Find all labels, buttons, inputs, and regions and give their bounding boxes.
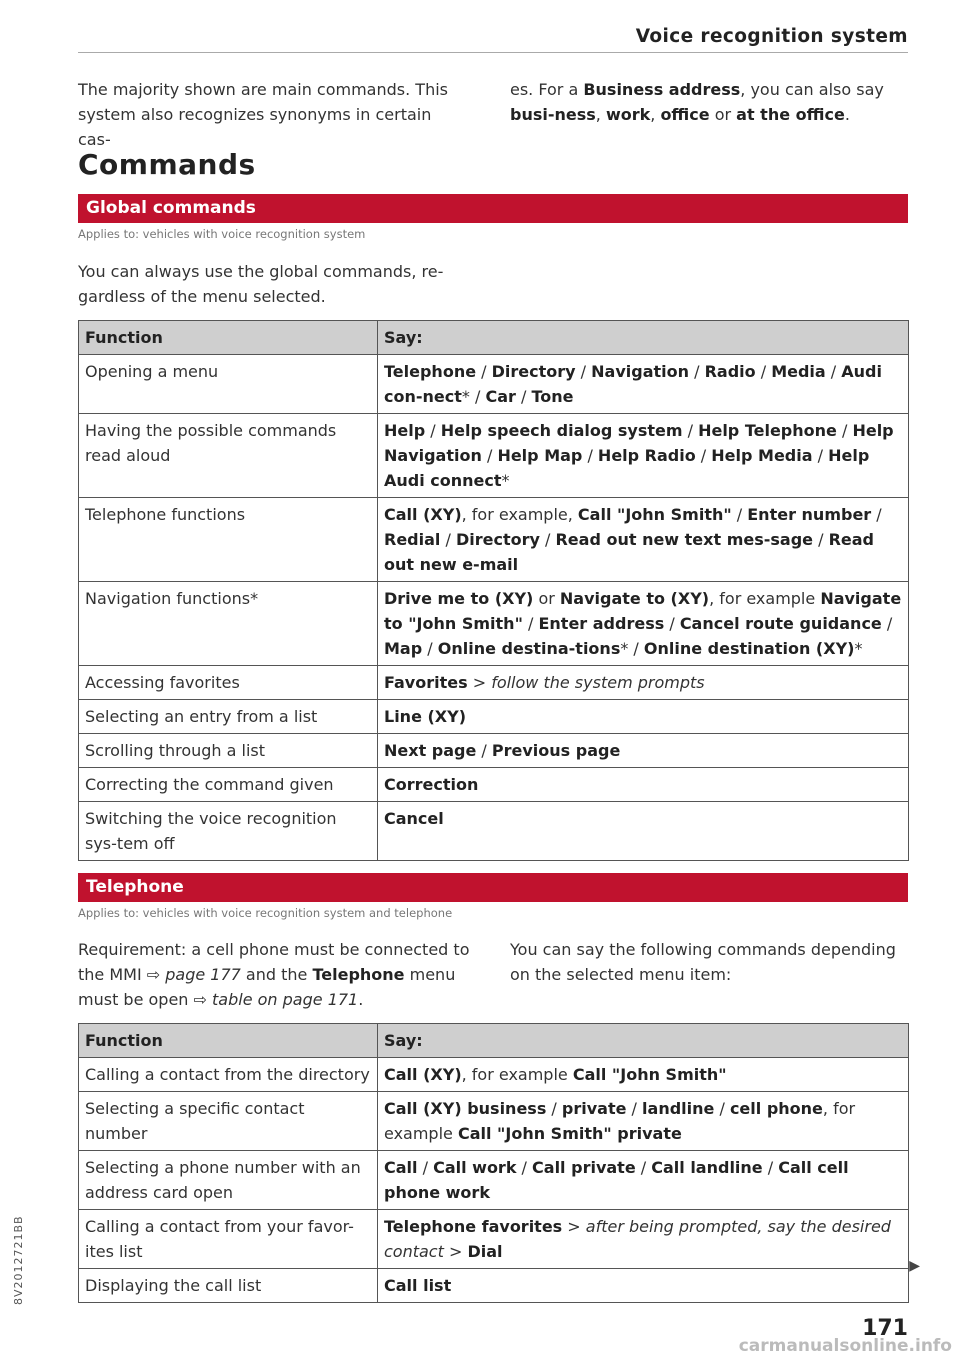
telephone-requirement: Requirement: a cell phone must be connected to the MMI ⇨ page 177 and the Telephone menu must be open ⇨ table on page 171. <box>78 940 470 1009</box>
say-cell: Line (XY) <box>378 700 909 734</box>
telephone-intro-right: You can say the following commands depending on the selected menu item: <box>510 940 896 984</box>
say-cell: Call (XY) business / private / landline / cell phone, for example Call "John Smith" private <box>378 1092 909 1151</box>
function-cell: Opening a menu <box>79 355 378 414</box>
say-cell: Telephone / Directory / Navigation / Radio / Media / Audi con-nect* / Car / Tone <box>378 355 909 414</box>
col-function: Function <box>79 1024 378 1058</box>
side-code: 8V2012721BB <box>12 1215 25 1305</box>
say-cell: Telephone favorites > after being prompted, say the desired contact > Dial <box>378 1210 909 1269</box>
col-say: Say: <box>378 1024 909 1058</box>
telephone-applies: Applies to: vehicles with voice recognition system and telephone <box>78 906 453 920</box>
table-row <box>79 734 909 768</box>
telephone-bar: Telephone <box>78 873 908 902</box>
table-row <box>79 1151 909 1210</box>
function-cell: Switching the voice recognition sys-tem off <box>79 802 378 861</box>
table-row <box>79 802 909 861</box>
say-cell: Favorites > follow the system prompts <box>378 666 909 700</box>
function-cell: Correcting the command given <box>79 768 378 802</box>
say-cell: Call (XY), for example Call "John Smith" <box>378 1058 909 1092</box>
table-row <box>79 1058 909 1092</box>
table-row <box>79 498 909 582</box>
watermark: carmanualsonline.info <box>738 1336 952 1356</box>
function-cell: Having the possible commands read aloud <box>79 414 378 498</box>
telephone-commands-table <box>78 1023 909 1303</box>
function-cell: Displaying the call list <box>79 1269 378 1303</box>
function-cell: Selecting a specific contact number <box>79 1092 378 1151</box>
table-row <box>79 414 909 498</box>
global-intro: You can always use the global commands, re-gardless of the menu selected. <box>78 262 444 306</box>
table-row <box>79 355 909 414</box>
table-row <box>79 1092 909 1151</box>
function-cell: Telephone functions <box>79 498 378 582</box>
page-number: 171 <box>862 1316 908 1341</box>
function-cell: Accessing favorites <box>79 666 378 700</box>
function-cell: Calling a contact from your favor-ites list <box>79 1210 378 1269</box>
global-commands-table <box>78 320 909 861</box>
continue-arrow-icon: ▶ <box>909 1258 920 1274</box>
function-cell: Navigation functions* <box>79 582 378 666</box>
chapter-title: Voice recognition system <box>635 26 908 47</box>
say-cell: Call / Call work / Call private / Call landline / Call cell phone work <box>378 1151 909 1210</box>
say-cell: Cancel <box>378 802 909 861</box>
intro-right: es. For a Business address, you can also say busi-ness, work, office or at the office. <box>510 80 884 124</box>
header-divider <box>78 52 908 53</box>
section-heading: Commands <box>78 148 256 181</box>
global-commands-bar: Global commands <box>78 194 908 223</box>
global-applies: Applies to: vehicles with voice recognition system <box>78 227 366 241</box>
table-row <box>79 666 909 700</box>
table-row <box>79 1210 909 1269</box>
table-row <box>79 700 909 734</box>
col-say: Say: <box>378 321 909 355</box>
col-function: Function <box>79 321 378 355</box>
function-cell: Selecting an entry from a list <box>79 700 378 734</box>
function-cell: Selecting a phone number with an address card open <box>79 1151 378 1210</box>
table-row <box>79 582 909 666</box>
intro-left: The majority shown are main commands. This system also recognizes synonyms in certain cas- <box>78 80 448 149</box>
say-cell: Call (XY), for example, Call "John Smith" / Enter number / Redial / Directory / Read out new text mes-sage / Read out new e-mail <box>378 498 909 582</box>
function-cell: Scrolling through a list <box>79 734 378 768</box>
say-cell: Correction <box>378 768 909 802</box>
say-cell: Drive me to (XY) or Navigate to (XY), for example Navigate to "John Smith" / Enter address / Cancel route guidance / Map / Online destina-tions* / Online destination (XY)* <box>378 582 909 666</box>
function-cell: Calling a contact from the directory <box>79 1058 378 1092</box>
say-cell: Help / Help speech dialog system / Help Telephone / Help Navigation / Help Map / Help Radio / Help Media / Help Audi connect* <box>378 414 909 498</box>
table-row <box>79 1269 909 1303</box>
say-cell: Call list <box>378 1269 909 1303</box>
table-row <box>79 768 909 802</box>
say-cell: Next page / Previous page <box>378 734 909 768</box>
